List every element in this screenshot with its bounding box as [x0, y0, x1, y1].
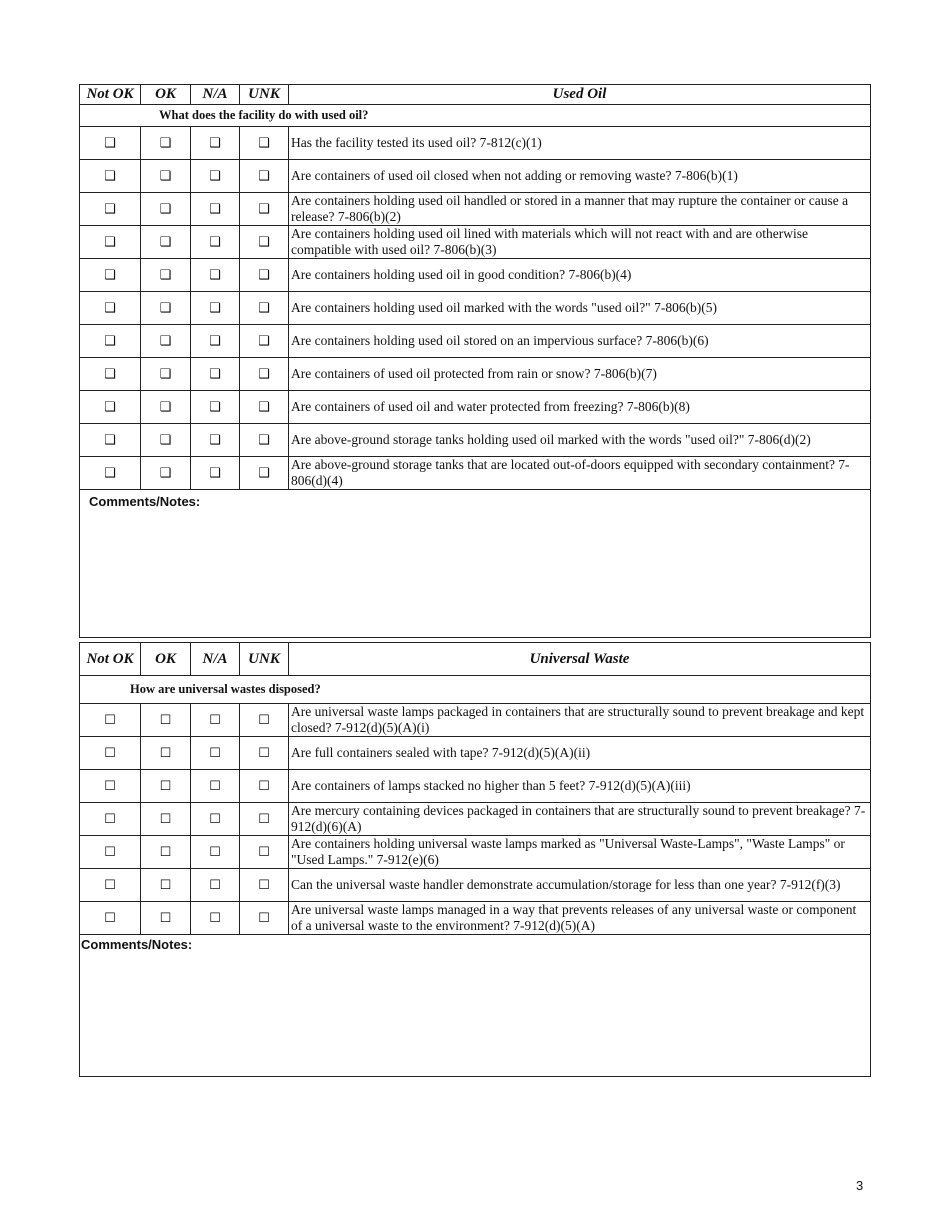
- checkbox-unk[interactable]: ❑: [240, 358, 289, 391]
- question-text: Are containers holding used oil handled or stored in a manner that may rupture the container or cause a release? 7-806(b)(2): [289, 193, 871, 226]
- question-row: [80, 869, 871, 902]
- checkbox-not-ok[interactable]: ❑: [80, 259, 141, 292]
- checkbox-not-ok[interactable]: ☐: [80, 803, 141, 836]
- checkbox-na[interactable]: ☐: [191, 704, 240, 737]
- checkbox-ok[interactable]: ❑: [141, 193, 191, 226]
- universal-waste-table: [79, 642, 871, 1077]
- page-number: 3: [856, 1178, 864, 1193]
- checkbox-ok[interactable]: ☐: [141, 737, 191, 770]
- checkbox-not-ok[interactable]: ❑: [80, 292, 141, 325]
- used-oil-subheading: What does the facility do with used oil?: [80, 105, 871, 127]
- checkbox-ok[interactable]: ❑: [141, 160, 191, 193]
- checkbox-na[interactable]: ❑: [191, 127, 240, 160]
- question-text: Are containers holding universal waste lamps marked as "Universal Waste-Lamps", "Waste Lamps" or "Used Lamps." 7-912(e)(6): [289, 836, 871, 869]
- checkbox-unk[interactable]: ☐: [240, 737, 289, 770]
- header-ok: OK: [141, 643, 191, 676]
- checkbox-unk[interactable]: ☐: [240, 803, 289, 836]
- checkbox-na[interactable]: ☐: [191, 803, 240, 836]
- universal-waste-comments-label[interactable]: Comments/Notes:: [80, 935, 871, 1077]
- question-row: [80, 160, 871, 193]
- checkbox-not-ok[interactable]: ❑: [80, 457, 141, 490]
- question-row: [80, 737, 871, 770]
- question-row: [80, 292, 871, 325]
- checkbox-na[interactable]: ❑: [191, 259, 240, 292]
- checkbox-unk[interactable]: ☐: [240, 836, 289, 869]
- checkbox-not-ok[interactable]: ☐: [80, 836, 141, 869]
- checkbox-unk[interactable]: ❑: [240, 391, 289, 424]
- checkbox-na[interactable]: ❑: [191, 424, 240, 457]
- question-text: Are universal waste lamps packaged in containers that are structurally sound to prevent breakage and kept closed? 7-912(d)(5)(A)(i): [289, 704, 871, 737]
- checkbox-na[interactable]: ☐: [191, 902, 240, 935]
- checkbox-unk[interactable]: ❑: [240, 424, 289, 457]
- header-ok: OK: [141, 85, 191, 105]
- checkbox-unk[interactable]: ☐: [240, 902, 289, 935]
- checkbox-na[interactable]: ☐: [191, 737, 240, 770]
- checkbox-ok[interactable]: ☐: [141, 902, 191, 935]
- question-text: Are full containers sealed with tape? 7-912(d)(5)(A)(ii): [289, 737, 871, 770]
- checkbox-ok[interactable]: ☐: [141, 704, 191, 737]
- question-text: Are containers holding used oil in good condition? 7-806(b)(4): [289, 259, 871, 292]
- checkbox-unk[interactable]: ❑: [240, 160, 289, 193]
- question-row: [80, 259, 871, 292]
- question-row: [80, 836, 871, 869]
- checkbox-ok[interactable]: ❑: [141, 424, 191, 457]
- checkbox-unk[interactable]: ❑: [240, 193, 289, 226]
- checkbox-unk[interactable]: ❑: [240, 325, 289, 358]
- question-row: [80, 325, 871, 358]
- checkbox-unk[interactable]: ☐: [240, 869, 289, 902]
- checkbox-unk[interactable]: ❑: [240, 127, 289, 160]
- question-text: Are mercury containing devices packaged in containers that are structurally sound to prevent breakage? 7-912(d)(6)(A): [289, 803, 871, 836]
- universal-waste-questions: [80, 704, 871, 935]
- question-row: [80, 902, 871, 935]
- checkbox-unk[interactable]: ☐: [240, 704, 289, 737]
- question-row: [80, 226, 871, 259]
- checkbox-na[interactable]: ☐: [191, 836, 240, 869]
- question-text: Has the facility tested its used oil? 7-812(c)(1): [289, 127, 871, 160]
- checkbox-na[interactable]: ❑: [191, 160, 240, 193]
- checkbox-unk[interactable]: ❑: [240, 259, 289, 292]
- universal-waste-comments-row: [80, 935, 871, 1077]
- checkbox-ok[interactable]: ❑: [141, 259, 191, 292]
- checkbox-not-ok[interactable]: ☐: [80, 902, 141, 935]
- question-text: Are containers holding used oil stored on an impervious surface? 7-806(b)(6): [289, 325, 871, 358]
- checkbox-na[interactable]: ❑: [191, 325, 240, 358]
- used-oil-comments-label[interactable]: Comments/Notes:: [80, 490, 871, 638]
- question-row: [80, 704, 871, 737]
- question-text: Are universal waste lamps managed in a way that prevents releases of any universal waste or component of a universal waste to the environment? 7-912(d)(5)(A): [289, 902, 871, 935]
- checkbox-not-ok[interactable]: ☐: [80, 704, 141, 737]
- used-oil-subheading-row: [80, 105, 871, 127]
- checkbox-unk[interactable]: ❑: [240, 292, 289, 325]
- checkbox-na[interactable]: ❑: [191, 226, 240, 259]
- checkbox-unk[interactable]: ☐: [240, 770, 289, 803]
- checkbox-ok[interactable]: ❑: [141, 391, 191, 424]
- checkbox-not-ok[interactable]: ❑: [80, 226, 141, 259]
- checkbox-ok[interactable]: ❑: [141, 325, 191, 358]
- checkbox-not-ok[interactable]: ❑: [80, 160, 141, 193]
- checkbox-not-ok[interactable]: ☐: [80, 770, 141, 803]
- checkbox-na[interactable]: ❑: [191, 193, 240, 226]
- section-title-universal-waste: Universal Waste: [289, 643, 871, 676]
- used-oil-comments-row: [80, 490, 871, 638]
- header-unk: UNK: [240, 85, 289, 105]
- question-text: Are containers holding used oil lined with materials which will not react with and are otherwise compatible with used oil? 7-806(b)(3): [289, 226, 871, 259]
- question-row: [80, 770, 871, 803]
- checkbox-ok[interactable]: ☐: [141, 836, 191, 869]
- question-text: Are above-ground storage tanks that are located out-of-doors equipped with secondary containment? 7-806(d)(4): [289, 457, 871, 490]
- question-row: [80, 391, 871, 424]
- checkbox-ok[interactable]: ❑: [141, 358, 191, 391]
- header-not-ok: Not OK: [80, 643, 141, 676]
- section-title-used-oil: Used Oil: [289, 85, 871, 105]
- checkbox-na[interactable]: ❑: [191, 457, 240, 490]
- question-text: Are containers of used oil and water protected from freezing? 7-806(b)(8): [289, 391, 871, 424]
- checkbox-not-ok[interactable]: ❑: [80, 424, 141, 457]
- question-row: [80, 358, 871, 391]
- checkbox-unk[interactable]: ❑: [240, 226, 289, 259]
- checkbox-na[interactable]: ❑: [191, 391, 240, 424]
- checkbox-not-ok[interactable]: ❑: [80, 325, 141, 358]
- universal-waste-header-row: [80, 643, 871, 676]
- checkbox-ok[interactable]: ☐: [141, 803, 191, 836]
- checkbox-na[interactable]: ☐: [191, 770, 240, 803]
- used-oil-header-row: [80, 85, 871, 105]
- checkbox-unk[interactable]: ❑: [240, 457, 289, 490]
- question-row: [80, 424, 871, 457]
- checkbox-na[interactable]: ❑: [191, 292, 240, 325]
- checkbox-ok[interactable]: ☐: [141, 770, 191, 803]
- checkbox-ok[interactable]: ☐: [141, 869, 191, 902]
- used-oil-questions: [80, 127, 871, 490]
- universal-waste-subheading-row: [80, 676, 871, 704]
- question-row: [80, 803, 871, 836]
- question-row: [80, 457, 871, 490]
- checkbox-ok[interactable]: ❑: [141, 127, 191, 160]
- checkbox-not-ok[interactable]: ❑: [80, 193, 141, 226]
- question-text: Are containers holding used oil marked with the words "used oil?" 7-806(b)(5): [289, 292, 871, 325]
- checkbox-not-ok[interactable]: ☐: [80, 869, 141, 902]
- checkbox-na[interactable]: ❑: [191, 358, 240, 391]
- universal-waste-subheading: How are universal wastes disposed?: [80, 676, 871, 704]
- checkbox-ok[interactable]: ❑: [141, 457, 191, 490]
- checkbox-not-ok[interactable]: ❑: [80, 391, 141, 424]
- question-row: [80, 127, 871, 160]
- header-not-ok: Not OK: [80, 85, 141, 105]
- question-text: Can the universal waste handler demonstrate accumulation/storage for less than one year? 7-912(f)(3): [289, 869, 871, 902]
- checkbox-ok[interactable]: ❑: [141, 292, 191, 325]
- checkbox-not-ok[interactable]: ☐: [80, 737, 141, 770]
- question-text: Are above-ground storage tanks holding used oil marked with the words "used oil?" 7-806(d)(2): [289, 424, 871, 457]
- question-text: Are containers of used oil protected from rain or snow? 7-806(b)(7): [289, 358, 871, 391]
- checkbox-not-ok[interactable]: ❑: [80, 358, 141, 391]
- question-text: Are containers of used oil closed when not adding or removing waste? 7-806(b)(1): [289, 160, 871, 193]
- used-oil-table: [79, 84, 871, 638]
- checkbox-ok[interactable]: ❑: [141, 226, 191, 259]
- header-unk: UNK: [240, 643, 289, 676]
- header-na: N/A: [191, 85, 240, 105]
- question-row: [80, 193, 871, 226]
- checkbox-na[interactable]: ☐: [191, 869, 240, 902]
- checkbox-not-ok[interactable]: ❑: [80, 127, 141, 160]
- header-na: N/A: [191, 643, 240, 676]
- question-text: Are containers of lamps stacked no higher than 5 feet? 7-912(d)(5)(A)(iii): [289, 770, 871, 803]
